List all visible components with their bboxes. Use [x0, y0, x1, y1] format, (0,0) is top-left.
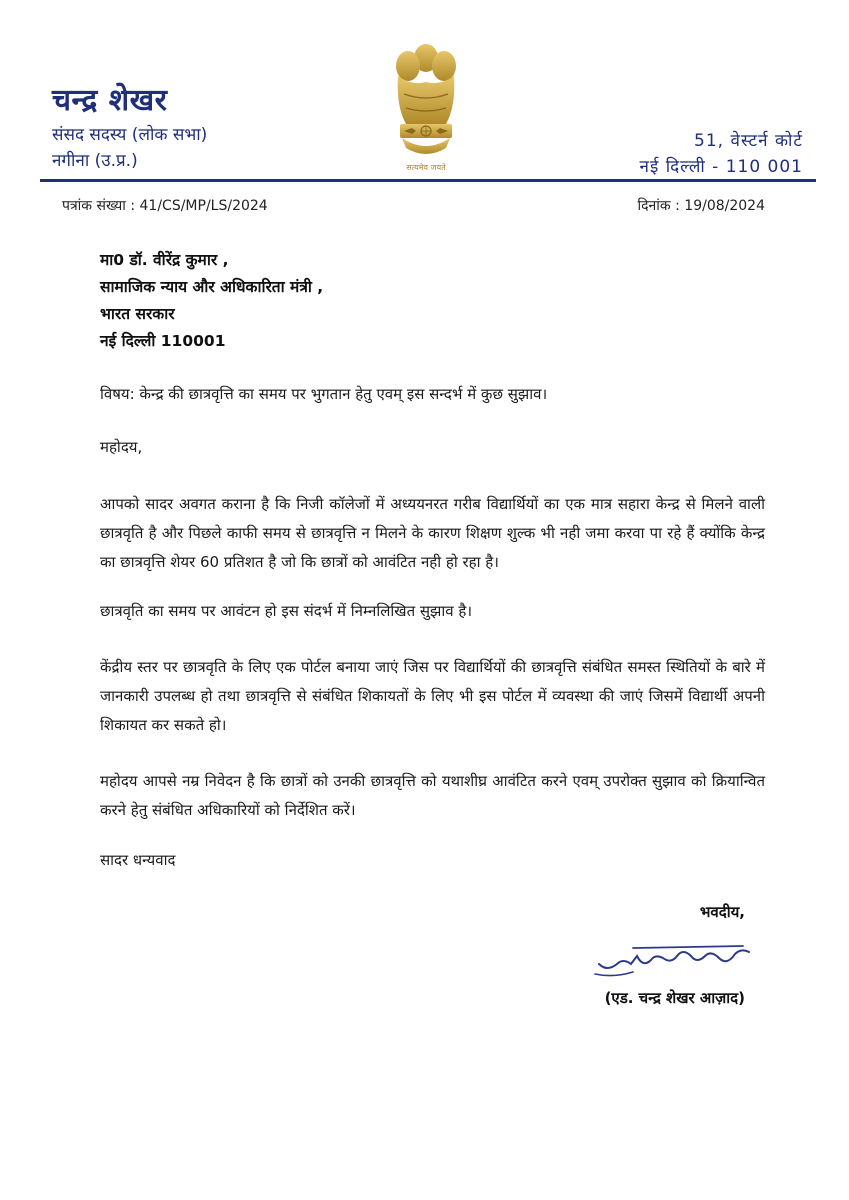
emblem-motto: सत्यमेव जयते: [406, 163, 446, 172]
recipient-organisation: भारत सरकार: [100, 305, 175, 323]
letterhead-divider: [40, 179, 816, 182]
signatory-name: (एड. चन्द्र शेखर आज़ाद): [604, 989, 745, 1007]
body-paragraph-4: महोदय आपसे नम्र निवेदन है कि छात्रों को उनकी छात्रवृत्ति को यथाशीघ्र आवंटित करने एवम् उपरोक्त सुझाव को क्रियान्वित करने हेतु संबंधित अधिकारियों को निर्देशित करें।: [100, 772, 765, 819]
sender-address-line2: नई दिल्ली - 110 001: [639, 157, 803, 177]
national-emblem-logo: [380, 36, 472, 176]
letter-date: दिनांक : 19/08/2024: [637, 198, 765, 214]
thanks-line: सादर धन्यवाद: [100, 851, 176, 869]
recipient-name: मा0 डॉ. वीरेंद्र कुमार ,: [100, 251, 229, 269]
salutation: महोदय,: [100, 438, 143, 456]
sender-address-line1: 51, वेस्टर्न कोर्ट: [694, 131, 803, 151]
body-paragraph-1: आपको सादर अवगत कराना है कि निजी कॉलेजों में अध्ययनरत गरीब विद्यार्थियों का एक मात्र सहारा केन्द्र से मिलने वाली छात्रवृति है और पिछले काफी समय से छात्रवृत्ति न मिलने के कारण शिक्षण शुल्क भी नही जमा करवा पा रहे हैं क्योंकि केन्द्र का छात्रवृत्ति शेयर 60 प्रतिशत है जो कि छात्रों को आवंटित नही हो रहा है।: [100, 495, 765, 571]
recipient-city: नई दिल्ली 110001: [100, 332, 226, 350]
sender-designation: संसद सदस्य (लोक सभा): [52, 125, 208, 145]
body-paragraph-3: केंद्रीय स्तर पर छात्रवृति के लिए एक पोर्टल बनाया जाएं जिस पर विद्यार्थियों की छात्रवृत्ति संबंधित समस्त स्थितियों के बारे में जानकारी उपलब्ध हो तथा छात्रवृत्ति से संबंधित शिकायतों के लिए भी इस पोर्टल में व्यवस्था की जाएं जिसमें विद्यार्थी अपनी शिकायत कर सकते हो।: [100, 658, 765, 734]
sender-name: चन्द्र शेखर: [52, 83, 168, 118]
recipient-title: सामाजिक न्याय और अधिकारिता मंत्री ,: [100, 278, 324, 296]
sender-constituency: नगीना (उ.प्र.): [52, 151, 138, 171]
handwritten-signature: [593, 934, 753, 982]
subject-line: विषय: केन्द्र की छात्रवृत्ति का समय पर भुगतान हेतु एवम् इस सन्दर्भ में कुछ सुझाव।: [100, 385, 548, 403]
reference-number: पत्रांक संख्या : 41/CS/MP/LS/2024: [62, 198, 268, 214]
body-paragraph-2: छात्रवृति का समय पर आवंटन हो इस संदर्भ में निम्नलिखित सुझाव है।: [100, 602, 473, 620]
valediction: भवदीय,: [699, 903, 745, 921]
